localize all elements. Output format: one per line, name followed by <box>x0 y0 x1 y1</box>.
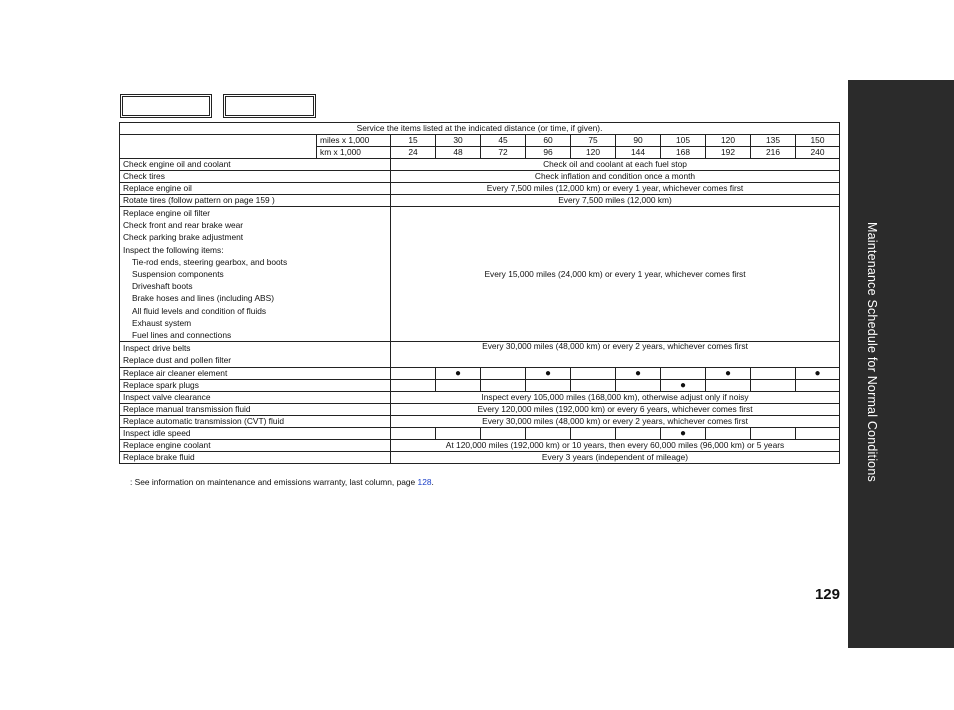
footnote <box>130 477 434 487</box>
item-label: Replace brake fluid <box>120 451 391 463</box>
table-row <box>120 367 840 379</box>
schedule-cell <box>526 427 571 439</box>
schedule-cell <box>661 367 706 379</box>
table-row <box>120 415 840 427</box>
km-value: 96 <box>526 147 571 159</box>
miles-value: 45 <box>481 135 526 147</box>
item-label: Replace dust and pollen filter <box>123 355 232 366</box>
footnote-text: : See information on maintenance and emissions warranty, last column, page <box>130 477 416 487</box>
table-row <box>120 451 840 463</box>
interval-note: Every 120,000 miles (192,000 km) or every 6 years, whichever comes first <box>391 403 840 415</box>
miles-row <box>120 135 840 147</box>
sub-item-label: All fluid levels and condition of fluids <box>132 305 267 316</box>
schedule-cell <box>481 379 526 391</box>
header-box-right <box>223 94 316 118</box>
sub-item-label: Brake hoses and lines (including ABS) <box>132 293 274 304</box>
schedule-cell <box>391 427 436 439</box>
item-label: Check parking brake adjustment <box>123 232 244 243</box>
service-dot: ● <box>616 367 661 379</box>
schedule-cell <box>481 367 526 379</box>
schedule-cell <box>616 427 661 439</box>
item-label: Inspect valve clearance <box>120 391 391 403</box>
item-label: Check front and rear brake wear <box>123 220 244 231</box>
maintenance-schedule-table <box>119 122 840 464</box>
item-label: Replace engine oil <box>120 183 391 195</box>
page-link[interactable]: 128 <box>417 477 432 487</box>
sub-item-label: Driveshaft boots <box>132 281 193 292</box>
interval-note: Inspect every 105,000 miles (168,000 km), otherwise adjust only if noisy <box>391 391 840 403</box>
miles-value: 30 <box>436 135 481 147</box>
miles-value: 120 <box>706 135 751 147</box>
item-label: Replace automatic transmission (CVT) fluid <box>120 415 391 427</box>
miles-value: 60 <box>526 135 571 147</box>
service-dot: ● <box>661 427 706 439</box>
footnote-end: . <box>431 477 434 487</box>
table-row <box>120 391 840 403</box>
interval-note: Every 7,500 miles (12,000 km) <box>391 195 840 207</box>
table-row <box>120 403 840 415</box>
table-row <box>120 207 840 342</box>
table-row <box>120 171 840 183</box>
interval-note: Every 3 years (independent of mileage) <box>391 451 840 463</box>
item-label: Replace air cleaner element <box>120 367 391 379</box>
schedule-cell <box>571 367 616 379</box>
sub-item-label: Suspension components <box>132 269 224 280</box>
miles-value: 75 <box>571 135 616 147</box>
item-label: Inspect the following items: <box>123 244 224 255</box>
schedule-cell <box>391 367 436 379</box>
table-row <box>120 379 840 391</box>
service-dot: ● <box>706 367 751 379</box>
side-tab-title: Maintenance Schedule for Normal Conditions <box>865 222 879 482</box>
interval-note: Check oil and coolant at each fuel stop <box>391 159 840 171</box>
item-group <box>120 342 391 367</box>
schedule-cell <box>751 427 796 439</box>
schedule-cell <box>796 427 840 439</box>
service-dot: ● <box>796 367 840 379</box>
km-value: 72 <box>481 147 526 159</box>
service-dot: ● <box>436 367 481 379</box>
item-label: Replace engine oil filter <box>123 208 211 218</box>
miles-value: 135 <box>751 135 796 147</box>
schedule-cell <box>391 379 436 391</box>
schedule-cell <box>526 379 571 391</box>
item-label: Check engine oil and coolant <box>120 159 391 171</box>
interval-note: Every 7,500 miles (12,000 km) or every 1 year, whichever comes first <box>391 183 840 195</box>
interval-note: Every 30,000 miles (48,000 km) or every 2 years, whichever comes first <box>391 342 840 367</box>
schedule-cell <box>751 379 796 391</box>
item-label: Check tires <box>120 171 391 183</box>
sub-item-label: Exhaust system <box>132 317 192 328</box>
schedule-cell <box>616 379 661 391</box>
table-row <box>120 159 840 171</box>
schedule-cell <box>751 367 796 379</box>
km-value: 24 <box>391 147 436 159</box>
item-label: Inspect drive belts <box>123 343 191 354</box>
miles-value: 15 <box>391 135 436 147</box>
table-row <box>120 342 840 367</box>
table-row <box>120 439 840 451</box>
item-label: Rotate tires (follow pattern on page 159 ) <box>120 195 391 207</box>
sub-item-label: Fuel lines and connections <box>132 330 232 341</box>
page-number: 129 <box>814 586 840 603</box>
km-value: 120 <box>571 147 616 159</box>
schedule-cell <box>436 427 481 439</box>
table-row <box>120 123 840 135</box>
table-row <box>120 195 840 207</box>
km-value: 240 <box>796 147 840 159</box>
header-empty-cell <box>120 135 317 159</box>
header-intro: Service the items listed at the indicated distance (or time, if given). <box>120 123 840 135</box>
interval-note: Every 15,000 miles (24,000 km) or every 1 year, whichever comes first <box>391 207 840 342</box>
miles-value: 105 <box>661 135 706 147</box>
item-label: Replace manual transmission fluid <box>120 403 391 415</box>
service-dot: ● <box>661 379 706 391</box>
schedule-cell <box>481 427 526 439</box>
schedule-cell <box>706 427 751 439</box>
km-value: 48 <box>436 147 481 159</box>
sub-item-label: Tie-rod ends, steering gearbox, and boots <box>132 256 288 267</box>
service-dot: ● <box>526 367 571 379</box>
item-label: Replace engine coolant <box>120 439 391 451</box>
table-row <box>120 427 840 439</box>
km-value: 144 <box>616 147 661 159</box>
miles-value: 90 <box>616 135 661 147</box>
km-value: 168 <box>661 147 706 159</box>
km-label: km x 1,000 <box>317 147 391 159</box>
schedule-cell <box>571 379 616 391</box>
km-value: 192 <box>706 147 751 159</box>
schedule-cell <box>706 379 751 391</box>
table-row <box>120 183 840 195</box>
interval-note: At 120,000 miles (192,000 km) or 10 years, then every 60,000 miles (96,000 km) or 5 years <box>391 439 840 451</box>
interval-note: Every 30,000 miles (48,000 km) or every 2 years, whichever comes first <box>391 415 840 427</box>
schedule-cell <box>796 379 840 391</box>
miles-value: 150 <box>796 135 840 147</box>
item-group <box>120 207 391 342</box>
item-label: Replace spark plugs <box>120 379 391 391</box>
miles-label: miles x 1,000 <box>317 135 391 147</box>
item-label: Inspect idle speed <box>120 427 391 439</box>
header-box-left <box>120 94 212 118</box>
interval-note: Check inflation and condition once a month <box>391 171 840 183</box>
schedule-cell <box>571 427 616 439</box>
km-value: 216 <box>751 147 796 159</box>
schedule-cell <box>436 379 481 391</box>
